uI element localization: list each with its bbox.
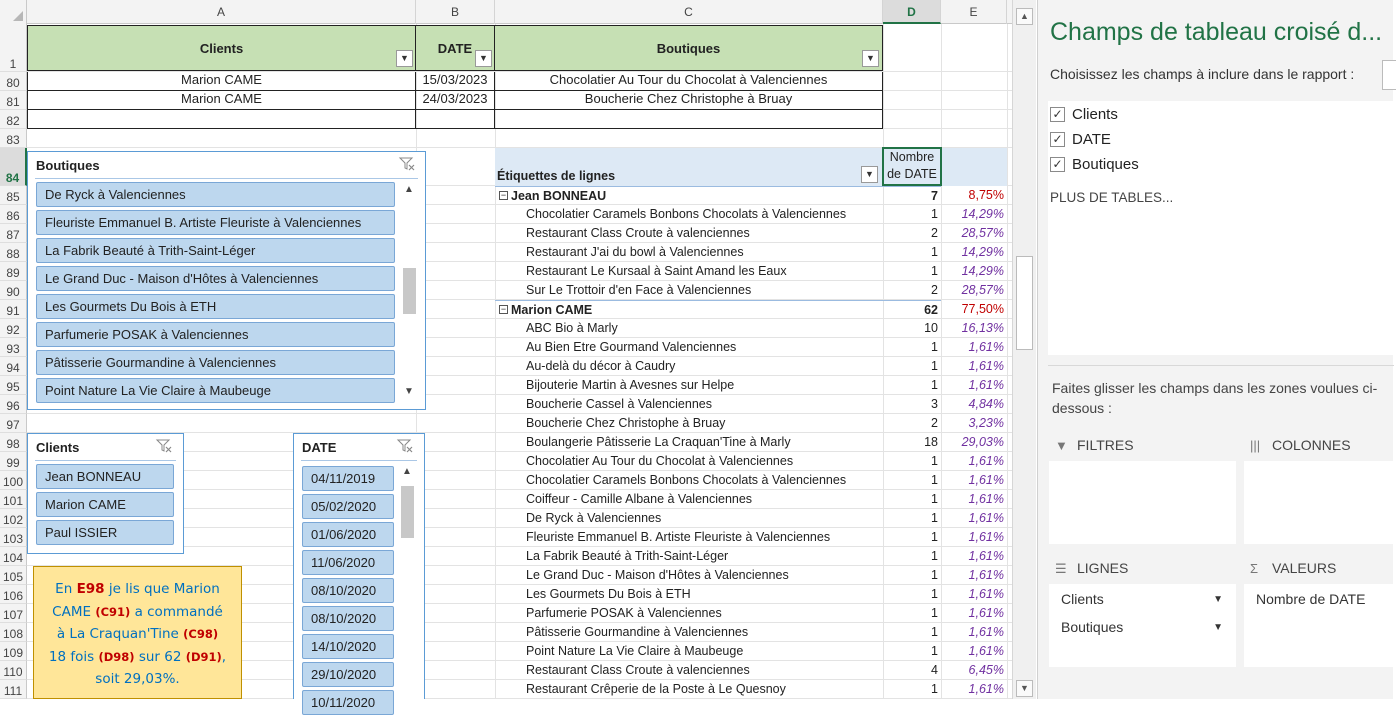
area-filters-label bbox=[1055, 437, 1134, 453]
pivot-row[interactable] bbox=[495, 547, 941, 566]
slicer-item[interactable]: 08/10/2020 bbox=[302, 578, 394, 603]
slicer-item[interactable]: 14/10/2020 bbox=[302, 634, 394, 659]
pivot-row[interactable] bbox=[495, 585, 941, 604]
pivot-row-label: Restaurant Le Kursaal à Saint Amand les Eaux bbox=[526, 264, 787, 278]
pivot-count-header-line1: Nombre bbox=[889, 150, 935, 164]
pivot-row-label: Boulangerie Pâtisserie La Craquan'Tine à Marly bbox=[526, 435, 791, 449]
slicer-item[interactable]: 05/02/2020 bbox=[302, 494, 394, 519]
percentage-cell[interactable]: 28,57% bbox=[961, 283, 1004, 297]
percentage-cell[interactable]: 14,29% bbox=[961, 245, 1004, 259]
row-header[interactable]: 100 bbox=[0, 471, 27, 490]
column-header-a[interactable]: A bbox=[27, 0, 416, 24]
filters-drop-zone[interactable] bbox=[1049, 461, 1236, 544]
column-header-row bbox=[0, 0, 1012, 24]
row-header[interactable]: 103 bbox=[0, 528, 27, 547]
slicer-item[interactable]: Fleuriste Emmanuel B. Artiste Fleuriste à Valenciennes bbox=[36, 210, 395, 235]
row-header[interactable]: 1 bbox=[0, 24, 27, 72]
percentage-cell[interactable]: 29,03% bbox=[961, 435, 1004, 449]
gridline bbox=[1007, 24, 1008, 699]
row-header[interactable]: 86 bbox=[0, 205, 27, 224]
pivot-row-value: 3 bbox=[931, 397, 938, 411]
row-header[interactable]: 98 bbox=[0, 433, 27, 452]
collapse-icon[interactable]: − bbox=[500, 190, 507, 200]
scroll-down-icon[interactable]: ▼ bbox=[1016, 680, 1033, 697]
table-header-clients bbox=[27, 25, 416, 71]
columns-drop-zone[interactable] bbox=[1244, 461, 1394, 544]
row-header[interactable]: 95 bbox=[0, 376, 27, 395]
slicer-item[interactable]: 29/10/2020 bbox=[302, 662, 394, 687]
slicer-scrollbar[interactable] bbox=[398, 464, 415, 700]
pivot-row-value: 1 bbox=[931, 378, 938, 392]
row-header[interactable]: 101 bbox=[0, 490, 27, 509]
note-text: , bbox=[221, 648, 227, 665]
row-header[interactable]: 82 bbox=[0, 110, 27, 129]
pivot-row[interactable] bbox=[495, 376, 941, 395]
slicer-item[interactable]: Point Nature La Vie Claire à Maubeuge bbox=[36, 378, 395, 403]
slicer-date[interactable] bbox=[293, 433, 425, 710]
pivot-row[interactable] bbox=[495, 642, 941, 661]
row-header[interactable]: 96 bbox=[0, 395, 27, 414]
pane-title: Champs de tableau croisé d... bbox=[1050, 18, 1383, 46]
area-columns-text: COLONNES bbox=[1272, 437, 1351, 453]
row-header[interactable]: 83 bbox=[0, 129, 27, 148]
scroll-thumb[interactable] bbox=[1016, 256, 1033, 350]
values-drop-zone[interactable] bbox=[1244, 584, 1394, 667]
pivot-row-value: 10 bbox=[924, 321, 938, 335]
pivot-row-label: La Fabrik Beauté à Trith-Saint-Léger bbox=[526, 549, 729, 563]
pivot-row[interactable] bbox=[495, 224, 941, 243]
table-cell[interactable]: Marion CAME bbox=[27, 91, 416, 110]
pill-label: Boutiques bbox=[1061, 619, 1124, 635]
column-header-e[interactable]: E bbox=[941, 0, 1007, 24]
percentage-cell[interactable]: 1,61% bbox=[968, 340, 1004, 354]
table-header-date bbox=[415, 25, 495, 71]
pill-label: Nombre de DATE bbox=[1256, 591, 1366, 607]
pivot-group-row[interactable] bbox=[495, 186, 941, 205]
slicer-item[interactable]: Le Grand Duc - Maison d'Hôtes à Valenciennes bbox=[36, 266, 395, 291]
table-cell[interactable]: 24/03/2023 bbox=[415, 91, 495, 110]
pivot-row[interactable] bbox=[495, 623, 941, 642]
more-tables-link[interactable]: PLUS DE TABLES... bbox=[1050, 190, 1174, 205]
table-cell-empty[interactable] bbox=[415, 110, 495, 129]
pivot-row-value: 1 bbox=[931, 587, 938, 601]
percentage-cell[interactable]: 1,61% bbox=[968, 530, 1004, 544]
slicer-divider bbox=[301, 460, 417, 461]
pivot-row-label: Chocolatier Caramels Bonbons Chocolats à Valenciennes bbox=[526, 207, 847, 221]
row-header[interactable]: 85 bbox=[0, 186, 27, 205]
note-text: CAME bbox=[52, 603, 96, 620]
column-header-d[interactable]: D bbox=[883, 0, 941, 24]
area-values-label bbox=[1250, 560, 1336, 576]
collapse-icon[interactable]: − bbox=[500, 304, 507, 314]
percentage-cell[interactable]: 1,61% bbox=[968, 587, 1004, 601]
slicer-item[interactable]: Les Gourmets Du Bois à ETH bbox=[36, 294, 395, 319]
percentage-cell[interactable]: 1,61% bbox=[968, 606, 1004, 620]
pivot-row[interactable] bbox=[495, 528, 941, 547]
row-header[interactable]: 102 bbox=[0, 509, 27, 528]
pivot-row[interactable] bbox=[495, 471, 941, 490]
pivot-row-value: 1 bbox=[931, 359, 938, 373]
pivot-row-label: Chocolatier Au Tour du Chocolat à Valenciennes bbox=[526, 454, 794, 468]
column-header-c[interactable]: C bbox=[495, 0, 883, 24]
slicer-title: Clients bbox=[36, 440, 80, 455]
slicer-item[interactable]: Paul ISSIER bbox=[36, 520, 174, 545]
note-ref: (D98) bbox=[98, 649, 135, 664]
pivot-row-value: 1 bbox=[931, 264, 938, 278]
slicer-item[interactable]: 08/10/2020 bbox=[302, 606, 394, 631]
pivot-row[interactable] bbox=[495, 566, 941, 585]
pivot-row[interactable] bbox=[495, 509, 941, 528]
gear-icon[interactable] bbox=[1382, 60, 1396, 90]
slicer-item[interactable]: Jean BONNEAU bbox=[36, 464, 174, 489]
checkbox-checked-icon[interactable]: ✓ bbox=[1050, 132, 1065, 147]
area-rows-label bbox=[1055, 560, 1128, 577]
drag-hint: Faites glisser les champs dans les zones voulues ci-dessous : bbox=[1052, 380, 1378, 416]
sheet-vertical-scrollbar[interactable] bbox=[1012, 0, 1036, 699]
percentage-cell[interactable]: 14,29% bbox=[961, 207, 1004, 221]
pivot-row-value: 2 bbox=[931, 283, 938, 297]
percentage-cell[interactable]: 1,61% bbox=[968, 473, 1004, 487]
pivot-row-labels-header: Étiquettes de lignes bbox=[497, 169, 616, 183]
pivot-row-value: 1 bbox=[931, 511, 938, 525]
pivot-row-value: 4 bbox=[931, 663, 938, 677]
pivot-row-label: Pâtisserie Gourmandine à Valenciennes bbox=[526, 625, 749, 639]
pivot-row-value: 62 bbox=[924, 303, 938, 317]
row-header[interactable]: 107 bbox=[0, 604, 27, 623]
pivot-row-value: 1 bbox=[931, 530, 938, 544]
slicer-scrollbar[interactable] bbox=[400, 182, 417, 402]
slicer-item[interactable]: 04/11/2019 bbox=[302, 466, 394, 491]
note-ref: (C91) bbox=[95, 604, 131, 619]
field-label: Boutiques bbox=[1072, 156, 1139, 173]
scroll-up-icon[interactable]: ▲ bbox=[402, 466, 412, 477]
slicer-item[interactable]: Parfumerie POSAK à Valenciennes bbox=[36, 322, 395, 347]
pivot-count-header[interactable] bbox=[882, 147, 942, 186]
pivot-row-value: 2 bbox=[931, 416, 938, 430]
pivot-row-label: De Ryck à Valenciennes bbox=[526, 511, 662, 525]
pivot-row-label: Chocolatier Caramels Bonbons Chocolats à Valenciennes bbox=[526, 473, 847, 487]
slicer-item[interactable]: 11/06/2020 bbox=[302, 550, 394, 575]
percentage-cell[interactable]: 1,61% bbox=[968, 682, 1004, 696]
field-list bbox=[1048, 101, 1394, 355]
chevron-down-icon[interactable]: ▼ bbox=[1213, 594, 1223, 605]
scroll-up-icon[interactable]: ▲ bbox=[404, 184, 414, 195]
values-field-pill[interactable] bbox=[1247, 587, 1391, 612]
filter-dropdown-icon[interactable]: ▼ bbox=[396, 50, 413, 67]
pivot-row[interactable] bbox=[495, 452, 941, 471]
scroll-thumb[interactable] bbox=[401, 486, 414, 538]
percentage-cell[interactable]: 28,57% bbox=[961, 226, 1004, 240]
row-header[interactable]: 93 bbox=[0, 338, 27, 357]
area-rows-text: LIGNES bbox=[1077, 560, 1129, 576]
chevron-down-icon[interactable]: ▼ bbox=[1213, 622, 1223, 633]
pivot-filter-dropdown-icon[interactable]: ▼ bbox=[861, 166, 878, 183]
table-cell[interactable]: Boucherie Chez Christophe à Bruay bbox=[494, 91, 883, 110]
note-text: 18 fois bbox=[48, 648, 99, 665]
pivot-row-value: 1 bbox=[931, 473, 938, 487]
pivot-row[interactable] bbox=[495, 661, 941, 680]
row-header[interactable]: 91 bbox=[0, 300, 27, 319]
row-header[interactable]: 89 bbox=[0, 262, 27, 281]
row-header[interactable]: 87 bbox=[0, 224, 27, 243]
note-text: je lis que Marion bbox=[104, 581, 220, 597]
row-header[interactable]: 105 bbox=[0, 566, 27, 585]
table-header-clients-label: Clients bbox=[199, 41, 244, 56]
pivot-row-value: 1 bbox=[931, 644, 938, 658]
pivot-row-value: 1 bbox=[931, 549, 938, 563]
pivot-row-value: 1 bbox=[931, 682, 938, 696]
pivot-row[interactable] bbox=[495, 281, 941, 300]
pivot-row[interactable] bbox=[495, 338, 941, 357]
note-text: soit 29,03%. bbox=[95, 671, 180, 687]
pivot-row-value: 1 bbox=[931, 454, 938, 468]
pivot-row-label: Coiffeur - Camille Albane à Valenciennes bbox=[526, 492, 753, 506]
slicer-item[interactable]: 10/11/2020 bbox=[302, 690, 394, 715]
percentage-cell[interactable]: 14,29% bbox=[961, 264, 1004, 278]
pivot-row-value: 1 bbox=[931, 245, 938, 259]
note-ref: E98 bbox=[76, 581, 105, 597]
note-textbox[interactable] bbox=[33, 566, 242, 699]
table-header-boutiques bbox=[494, 25, 883, 71]
row-header[interactable]: 97 bbox=[0, 414, 27, 433]
percentage-cell[interactable]: 77,50% bbox=[961, 302, 1004, 316]
rows-drop-zone[interactable] bbox=[1049, 584, 1236, 667]
pivot-row[interactable] bbox=[495, 414, 941, 433]
slicer-item[interactable]: La Fabrik Beauté à Trith-Saint-Léger bbox=[36, 238, 395, 263]
pivot-row-label: Bijouterie Martin à Avesnes sur Helpe bbox=[526, 378, 735, 392]
row-header[interactable]: 90 bbox=[0, 281, 27, 300]
slicer-boutiques[interactable] bbox=[27, 151, 426, 410]
slicer-clients[interactable] bbox=[27, 433, 184, 554]
row-header[interactable]: 80 bbox=[0, 72, 27, 91]
pivot-row-value: 1 bbox=[931, 568, 938, 582]
pivot-row-label: Sur Le Trottoir d'en Face à Valenciennes bbox=[526, 283, 752, 297]
area-columns-label bbox=[1250, 437, 1351, 453]
pivot-row-value: 1 bbox=[931, 492, 938, 506]
slicer-item[interactable]: 01/06/2020 bbox=[302, 522, 394, 547]
pivot-row[interactable] bbox=[495, 319, 941, 338]
percentage-cell[interactable]: 1,61% bbox=[968, 511, 1004, 525]
slicer-item[interactable]: Marion CAME bbox=[36, 492, 174, 517]
clear-filter-icon[interactable] bbox=[156, 439, 172, 453]
sigma-icon: Σ bbox=[1250, 561, 1259, 576]
table-cell[interactable]: Marion CAME bbox=[27, 72, 416, 91]
row-header[interactable]: 104 bbox=[0, 547, 27, 566]
pivot-row-value: 2 bbox=[931, 226, 938, 240]
pivot-row-label: Restaurant Crêperie de la Poste à Le Quesnoy bbox=[526, 682, 786, 696]
note-text: En bbox=[55, 581, 77, 597]
pivot-row-label: Jean BONNEAU bbox=[511, 189, 607, 203]
row-header[interactable]: 81 bbox=[0, 91, 27, 110]
slicer-item[interactable]: Pâtisserie Gourmandine à Valenciennes bbox=[36, 350, 395, 375]
pivot-row[interactable] bbox=[495, 680, 941, 699]
area-filters-text: FILTRES bbox=[1077, 437, 1134, 453]
pivot-row[interactable] bbox=[495, 205, 941, 224]
row-header[interactable]: 94 bbox=[0, 357, 27, 376]
table-header-date-label: DATE bbox=[437, 41, 473, 56]
pane-subtitle: Choisissez les champs à inclure dans le rapport : bbox=[1050, 66, 1355, 82]
pivot-fields-pane bbox=[1037, 0, 1393, 699]
note-ref: (D91) bbox=[185, 649, 222, 664]
columns-icon: ||| bbox=[1250, 438, 1261, 453]
pivot-row-label: ABC Bio à Marly bbox=[526, 321, 618, 335]
pivot-row-label: Les Gourmets Du Bois à ETH bbox=[526, 587, 691, 601]
rows-icon: ☰ bbox=[1055, 561, 1067, 576]
table-cell-empty[interactable] bbox=[494, 110, 883, 129]
percentage-cell[interactable]: 4,84% bbox=[968, 397, 1004, 411]
note-text: a commandé bbox=[130, 603, 223, 620]
percentage-cell[interactable]: 1,61% bbox=[968, 549, 1004, 563]
pivot-row-label: Le Grand Duc - Maison d'Hôtes à Valenciennes bbox=[526, 568, 789, 582]
clear-filter-icon[interactable] bbox=[397, 439, 413, 453]
percentage-cell[interactable]: 1,61% bbox=[968, 454, 1004, 468]
percentage-cell[interactable]: 1,61% bbox=[968, 359, 1004, 373]
pivot-row-value: 7 bbox=[931, 189, 938, 203]
percentage-cell[interactable]: 1,61% bbox=[968, 378, 1004, 392]
percentage-cell[interactable]: 1,61% bbox=[968, 625, 1004, 639]
pivot-row-label: Fleuriste Emmanuel B. Artiste Fleuriste à Valenciennes bbox=[526, 530, 831, 544]
pivot-row-label: Restaurant Class Croute à valenciennes bbox=[526, 226, 750, 240]
row-header[interactable]: 92 bbox=[0, 319, 27, 338]
checkbox-checked-icon[interactable]: ✓ bbox=[1050, 107, 1065, 122]
row-header[interactable]: 111 bbox=[0, 680, 27, 699]
pivot-row[interactable] bbox=[495, 395, 941, 414]
slicer-divider bbox=[35, 460, 176, 461]
pivot-row-label: Boucherie Cassel à Valenciennes bbox=[526, 397, 712, 411]
rows-field-pill[interactable] bbox=[1052, 615, 1233, 640]
checkbox-checked-icon[interactable]: ✓ bbox=[1050, 157, 1065, 172]
pivot-row-label: Restaurant Class Croute à valenciennes bbox=[526, 663, 750, 677]
percentage-cell[interactable]: 1,61% bbox=[968, 492, 1004, 506]
scroll-down-icon[interactable]: ▼ bbox=[404, 386, 414, 397]
field-label: DATE bbox=[1072, 131, 1111, 148]
row-header[interactable]: 84 bbox=[0, 148, 27, 186]
pivot-count-header-line2: de DATE bbox=[887, 167, 937, 181]
pivot-row-value: 1 bbox=[931, 340, 938, 354]
field-label: Clients bbox=[1072, 106, 1118, 123]
pivot-group-row[interactable] bbox=[495, 300, 941, 319]
area-values-text: VALEURS bbox=[1272, 560, 1337, 576]
table-cell[interactable]: 15/03/2023 bbox=[415, 72, 495, 91]
pivot-row-value: 1 bbox=[931, 625, 938, 639]
pivot-row[interactable] bbox=[495, 243, 941, 262]
note-text: sur 62 bbox=[134, 648, 186, 665]
pivot-row-label: Restaurant J'ai du bowl à Valenciennes bbox=[526, 245, 744, 259]
slicer-title: Boutiques bbox=[36, 158, 100, 173]
pivot-row[interactable] bbox=[495, 490, 941, 509]
slicer-title: DATE bbox=[302, 440, 337, 455]
pane-divider bbox=[1048, 365, 1394, 366]
row-header[interactable]: 99 bbox=[0, 452, 27, 471]
table-cell[interactable]: Chocolatier Au Tour du Chocolat à Valenciennes bbox=[494, 72, 883, 91]
percentage-cell[interactable]: 16,13% bbox=[961, 321, 1004, 335]
percentage-cell[interactable]: 1,61% bbox=[968, 644, 1004, 658]
row-header[interactable]: 108 bbox=[0, 623, 27, 642]
pivot-row-label: Boucherie Chez Christophe à Bruay bbox=[526, 416, 726, 430]
row-header[interactable]: 106 bbox=[0, 585, 27, 604]
pill-label: Clients bbox=[1061, 591, 1104, 607]
percentage-cell[interactable]: 6,45% bbox=[968, 663, 1004, 677]
pivot-row-value: 18 bbox=[924, 435, 938, 449]
column-header-b[interactable]: B bbox=[416, 0, 495, 24]
pivot-row[interactable] bbox=[495, 433, 941, 452]
pivot-row-label: Au-delà du décor à Caudry bbox=[526, 359, 676, 373]
pivot-row-label: Point Nature La Vie Claire à Maubeuge bbox=[526, 644, 744, 658]
table-cell-empty[interactable] bbox=[27, 110, 416, 129]
pivot-row-label: Parfumerie POSAK à Valenciennes bbox=[526, 606, 722, 620]
pivot-row-label: Marion CAME bbox=[511, 303, 593, 317]
percentage-cell[interactable]: 8,75% bbox=[968, 188, 1004, 202]
note-ref: (C98) bbox=[183, 627, 219, 641]
clear-filter-icon[interactable] bbox=[399, 157, 415, 171]
pivot-row-value: 1 bbox=[931, 606, 938, 620]
pivot-row[interactable] bbox=[495, 604, 941, 623]
slicer-divider bbox=[35, 178, 418, 179]
filter-dropdown-icon[interactable]: ▼ bbox=[862, 50, 879, 67]
select-all-corner[interactable] bbox=[0, 0, 27, 24]
pivot-row-label: Au Bien Etre Gourmand Valenciennes bbox=[526, 340, 737, 354]
percentage-cell[interactable]: 1,61% bbox=[968, 568, 1004, 582]
pivot-row-value: 1 bbox=[931, 207, 938, 221]
row-header[interactable]: 110 bbox=[0, 661, 27, 680]
slicer-item[interactable]: De Ryck à Valenciennes bbox=[36, 182, 395, 207]
scroll-up-icon[interactable]: ▲ bbox=[1016, 8, 1033, 25]
scroll-thumb[interactable] bbox=[403, 268, 416, 314]
row-header[interactable]: 88 bbox=[0, 243, 27, 262]
filter-dropdown-icon[interactable]: ▼ bbox=[475, 50, 492, 67]
pivot-row[interactable] bbox=[495, 357, 941, 376]
note-text: à La Craquan'Tine bbox=[56, 626, 184, 642]
filter-icon: ▼ bbox=[1055, 438, 1068, 453]
pivot-row[interactable] bbox=[495, 262, 941, 281]
rows-field-pill[interactable] bbox=[1052, 587, 1233, 612]
table-header-boutiques-label: Boutiques bbox=[656, 41, 721, 56]
row-header[interactable]: 109 bbox=[0, 642, 27, 661]
percentage-cell[interactable]: 3,23% bbox=[968, 416, 1004, 430]
